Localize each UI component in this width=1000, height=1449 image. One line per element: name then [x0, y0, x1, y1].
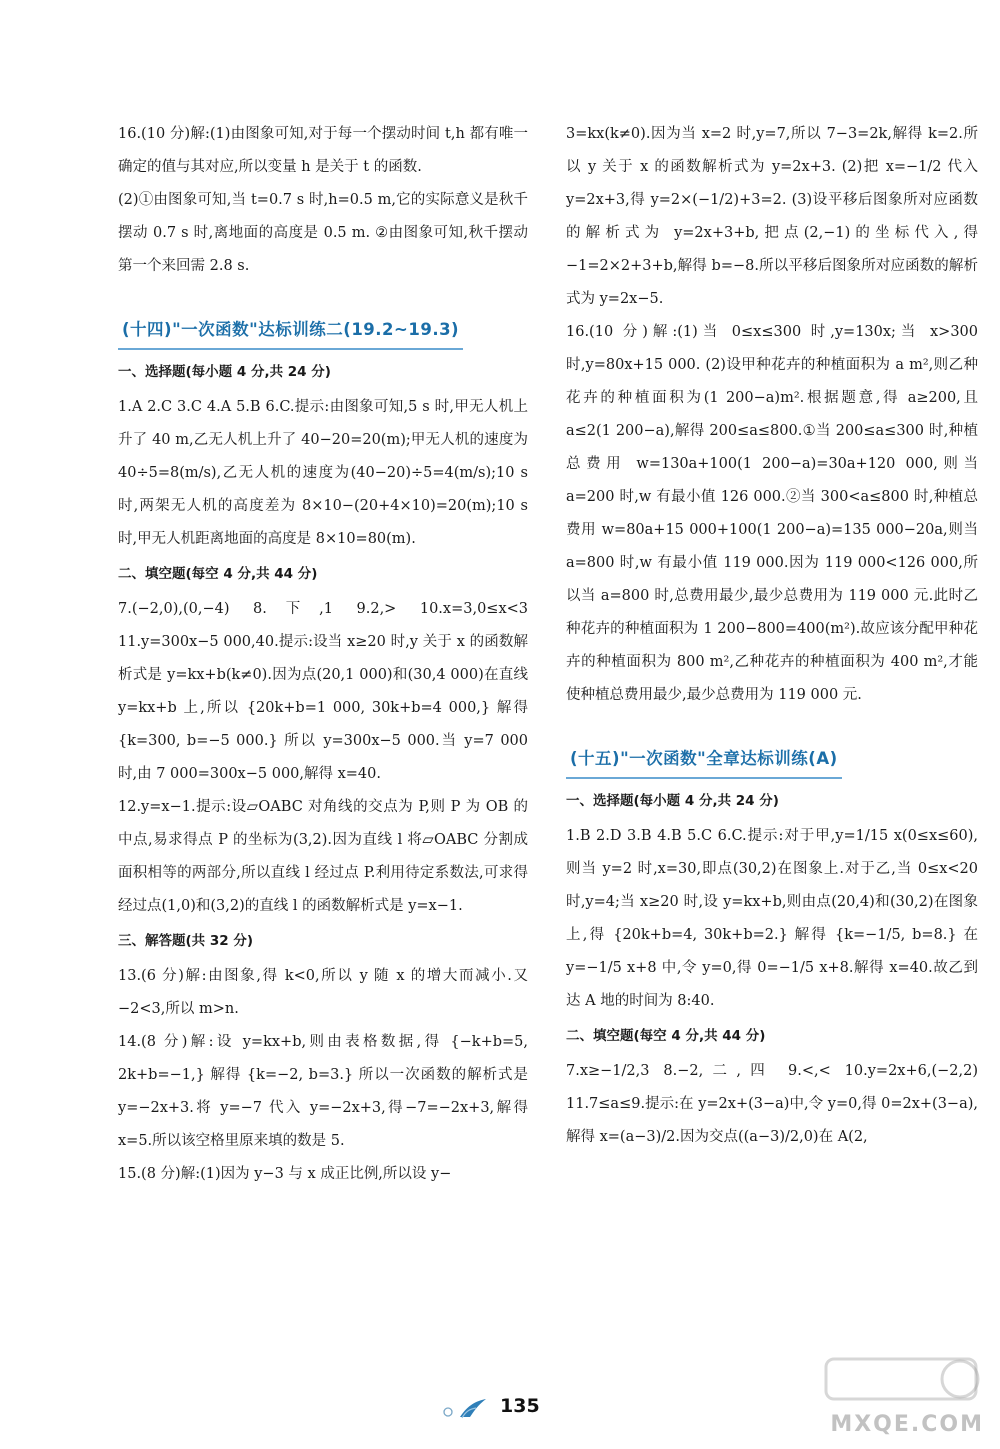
q16-part1: 16.(10 分)解:(1)由图象可知,对于每一个摆动时间 t,h 都有唯一确定的值与其对应,所以变量 h 是关于 t 的函数.	[118, 126, 528, 175]
publisher-logo-icon	[442, 1397, 490, 1421]
section-14-q15-start: 15.(8 分)解:(1)因为 y−3 与 x 成正比例,所以设 y−	[118, 1166, 452, 1182]
section-14-title	[118, 313, 528, 350]
section-14-part1-heading: 一、选择题(每小题 4 分,共 24 分)	[118, 364, 331, 380]
section-15-part2-text: 7.x≥−1/2,3 8.−2,二,四 9.<,< 10.y=2x+6,(−2,2) 11.7≤a≤9.提示:在 y=2x+(3−a)中,令 y=0,得 0=2x+(3−a),解得 x=(a−3)/2.因为交点((a−3)/2,0)在 A(2,	[566, 1063, 978, 1145]
left-column	[118, 118, 528, 1191]
section-14-part2-text-b: 12.y=x−1.提示:设▱OABC 对角线的交点为 P,则 P 为 OB 的中点,易求得点 P 的坐标为(3,2).因为直线 l 将▱OABC 分割成面积相等的两部分,所以直线 l 经过点 P.利用待定系数法,可求得经过点(1,0)和(3,2)的直线 l 的函数解析式是 y=x−1.	[118, 799, 528, 914]
q16-right: 16.(10 分)解:(1)当 0≤x≤300 时,y=130x;当 x>300 时,y=80x+15 000. (2)设甲种花卉的种植面积为 a m²,则乙种花卉的种植面积为(1 200−a)m².根据题意,得 a≥200,且 a≤2(1 200−a),解得 200≤a≤800.①当 200≤a≤300 时,种植总费用 w=130a+100(1 200−a)=30a+120 000,则当 a=200 时,w 有最小值 126 000.②当 300<a≤800 时,种植总费用 w=80a+15 000+100(1 200−a)=135 000−20a,则当 a=800 时,w 有最小值 119 000.因为 119 000<126 000,所以当 a=800 时,总费用最少,最少总费用为 119 000 元.此时乙种花卉的种植面积为 1 200−800=400(m²).故应该分配甲种花卉的种植面积为 800 m²,乙种花卉的种植面积为 400 m²,才能使种植总费用最少,最少总费用为 119 000 元.	[566, 324, 978, 703]
right-column	[566, 118, 978, 1154]
section-14-q14: 14.(8 分)解:设 y=kx+b,则由表格数据,得 {−k+b=5, 2k+b=−1,} 解得 {k=−2, b=3.} 所以一次函数的解析式是 y=−2x+3.将 y=−7 代入 y=−2x+3,得−7=−2x+3,解得 x=5.所以该空格里原来填的数是 5.	[118, 1034, 528, 1149]
section-14-q13: 13.(6 分)解:由图象,得 k<0,所以 y 随 x 的增大而减小.又−2<3,所以 m>n.	[118, 968, 528, 1017]
section-15-title-text: (十五)"一次函数"全章达标训练(A)	[566, 742, 842, 779]
q16-part2: (2)①由图象可知,当 t=0.7 s 时,h=0.5 m,它的实际意义是秋千摆动 0.7 s 时,离地面的高度是 0.5 m. ②由图象可知,秋千摆动第一个来回需 2.8 s.	[118, 192, 528, 274]
q15-continued: 3=kx(k≠0).因为当 x=2 时,y=7,所以 7−3=2k,解得 k=2.所以 y 关于 x 的函数解析式为 y=2x+3. (2)把 x=−1/2 代入 y=2x+3,得 y=2×(−1/2)+3=2. (3)设平移后图象所对应函数的解析式为 y=2x+3+b,把点(2,−1)的坐标代入,得−1=2×2+3+b,解得 b=−8.所以平移后图象所对应函数的解析式为 y=2x−5.	[566, 126, 978, 307]
section-15-part1-text: 1.B 2.D 3.B 4.B 5.C 6.C.提示:对于甲,y=1/15 x(0≤x≤60),则当 y=2 时,x=30,即点(30,2)在图象上.对于乙,当 0≤x<20 时,y=4;当 x≥20 时,设 y=kx+b,则由点(20,4)和(30,2)在图象上,得 {20k+b=4, 30k+b=2.} 解得 {k=−1/5, b=8.} 在 y=−1/5 x+8 中,令 y=0,得 0=−1/5 x+8.解得 x=40.故乙到达 A 地的时间为 8:40.	[566, 828, 978, 1009]
section-15-part1-heading: 一、选择题(每小题 4 分,共 24 分)	[566, 793, 779, 809]
section-14-part3-heading: 三、解答题(共 32 分)	[118, 933, 254, 949]
section-15-part2-heading: 二、填空题(每空 4 分,共 44 分)	[566, 1028, 766, 1044]
section-14-part2-text-a: 7.(−2,0),(0,−4) 8.下,1 9.2,> 10.x=3,0≤x<3 11.y=300x−5 000,40.提示:设当 x≥20 时,y 关于 x 的函数解析式是 y=kx+b(k≠0).因为点(20,1 000)和(30,4 000)在直线 y=kx+b 上,所以 {20k+b=1 000, 30k+b=4 000,} 解得 {k=300, b=−5 000.} 所以 y=300x−5 000.当 y=7 000 时,由 7 000=300x−5 000,解得 x=40.	[118, 601, 528, 782]
page-number: 135	[500, 1395, 540, 1417]
section-14-part1-text: 1.A 2.C 3.C 4.A 5.B 6.C.提示:由图象可知,5 s 时,甲无人机上升了 40 m,乙无人机上升了 40−20=20(m);甲无人机的速度为 40÷5=8(m/s),乙无人机的速度为(40−20)÷5=4(m/s);10 s 时,两架无人机的高度差为 8×10−(20+4×10)=20(m);10 s 时,甲无人机距离地面的高度是 8×10=80(m).	[118, 399, 528, 547]
section-14-title-text: (十四)"一次函数"达标训练二(19.2~19.3)	[118, 313, 463, 350]
watermark-text: MXQE.COM	[830, 1412, 984, 1437]
section-14-part2-heading: 二、填空题(每空 4 分,共 44 分)	[118, 566, 318, 582]
section-15-title	[566, 742, 978, 779]
